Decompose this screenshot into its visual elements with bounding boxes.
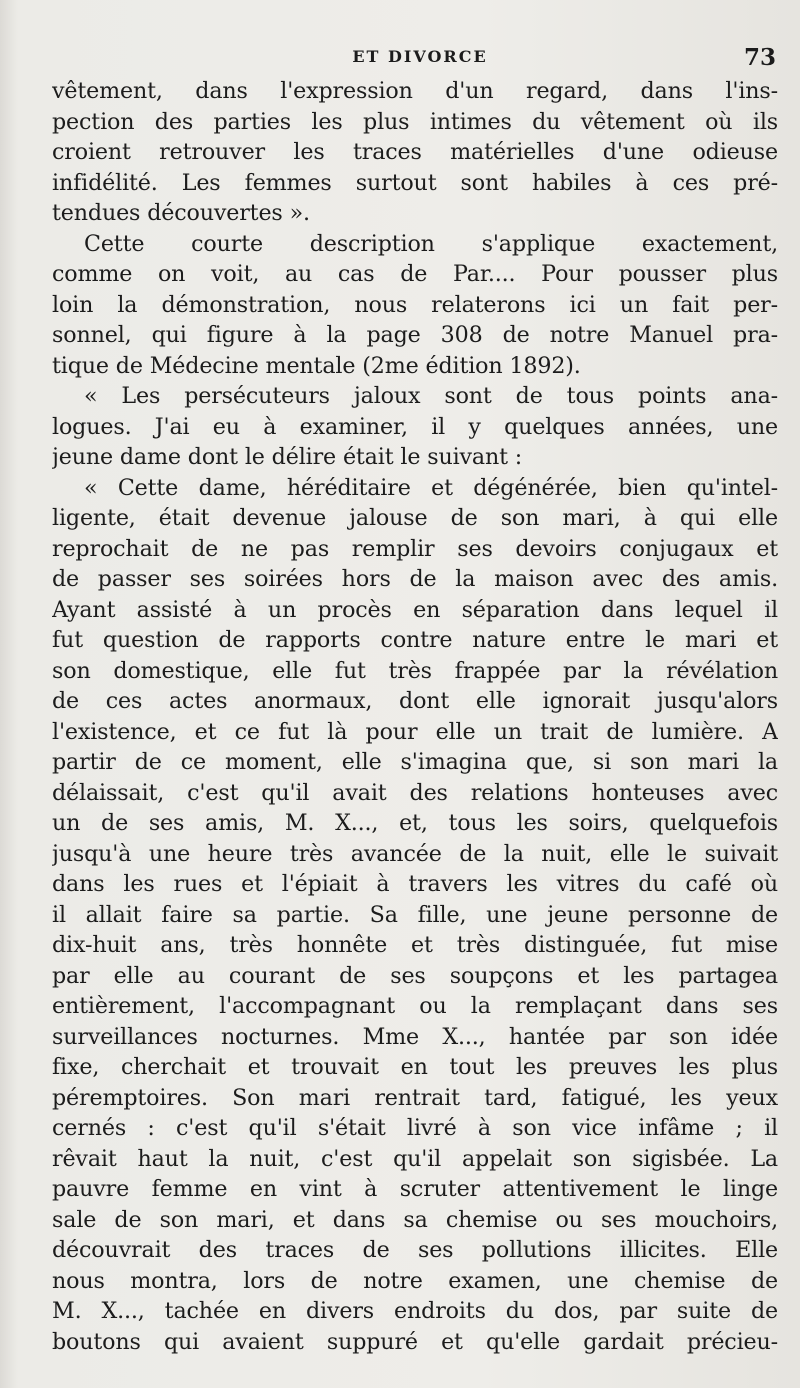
text-line: entièrement, l'accompagnant ou la remplaçant dans ses [52,993,778,1019]
text-line: surveillances nocturnes. Mme X..., hantée par son idée [52,1023,778,1050]
text-line: il allait faire sa partie. Sa fille, une jeune personne de [52,901,778,928]
text-line: comme on voit, au cas de Par.... Pour pousser plus [52,261,778,287]
text-line: l'existence, et ce fut là pour elle un trait de lumière. A [52,718,778,745]
text-line: reprochait de ne pas remplir ses devoirs conjugaux et [52,535,778,562]
text-line: un de ses amis, M. X..., et, tous les soirs, quelquefois [52,810,778,836]
text-line: par elle au courant de ses soupçons et les partagea [52,962,778,989]
text-line: tendues découvertes ». [52,200,310,226]
text-line: sonnel, qui figure à la page 308 de notre Manuel pra- [52,322,778,348]
text-line: M. X..., tachée en divers endroits du dos, par suite de [52,1298,778,1324]
text-line: pection des parties les plus intimes du vêtement où ils [52,108,778,135]
text-line: partir de ce moment, elle s'imagina que, si son mari la [52,749,778,775]
text-line: « Les persécuteurs jaloux sont de tous points ana- [84,383,778,409]
text-line: « Cette dame, héréditaire et dégénérée, bien qu'intel- [84,474,778,501]
text-line: boutons qui avaient suppuré et qu'elle gardait précieu- [52,1328,778,1355]
text-line: cernés : c'est qu'il s'était livré à son vice infâme ; il [52,1115,778,1141]
text-line: son domestique, elle fut très frappée par la révélation [52,657,778,684]
text-line: jeune dame dont le délire était le suivant : [52,444,523,470]
text-line: sale de son mari, et dans sa chemise ou ses mouchoirs, [52,1206,778,1233]
text-line: loin la démonstration, nous relaterons ici un fait per- [52,291,778,318]
text-line: Ayant assisté à un procès en séparation dans lequel il [52,596,778,623]
text-line: découvrait des traces de ses pollutions illicites. Elle [52,1237,778,1263]
text-line: jusqu'à une heure très avancée de la nuit, elle le suivait [52,840,778,867]
text-line: péremptoires. Son mari rentrait tard, fatigué, les yeux [52,1084,778,1111]
text-line: croient retrouver les traces matérielles d'une odieuse [52,139,778,165]
text-line: pauvre femme en vint à scruter attentivement le linge [52,1176,778,1202]
text-line: de ces actes anormaux, dont elle ignorait jusqu'alors [52,688,778,714]
text-line: tique de Médecine mentale (2me édition 1892). [52,352,581,379]
text-line: dans les rues et l'épiait à travers les vitres du café où [52,871,778,897]
running-title: ET DIVORCE [352,47,488,66]
text-line: nous montra, lors de notre examen, une chemise de [52,1267,778,1294]
text-line: infidélité. Les femmes surtout sont habiles à ces pré- [52,169,778,196]
text-line: délaissait, c'est qu'il avait des relations honteuses avec [52,779,778,806]
text-line: rêvait haut la nuit, c'est qu'il appelait son sigisbée. La [52,1145,778,1172]
text-line: ligente, était devenue jalouse de son mari, à qui elle [52,505,778,531]
text-line: logues. J'ai eu à examiner, il y quelques années, une [52,413,778,440]
text-line: fixe, cherchait et trouvait en tout les preuves les plus [52,1054,778,1080]
running-head [0,44,800,74]
text-line: fut question de rapports contre nature entre le mari et [52,627,778,653]
text-line: de passer ses soirées hors de la maison avec des amis. [52,566,778,592]
body-text [52,76,778,1357]
text-line: dix-huit ans, très honnête et très distinguée, fut mise [52,932,778,958]
text-line: vêtement, dans l'expression d'un regard, dans l'ins- [52,78,778,104]
page-number: 73 [743,44,776,71]
text-line: Cette courte description s'applique exactement, [84,230,778,257]
